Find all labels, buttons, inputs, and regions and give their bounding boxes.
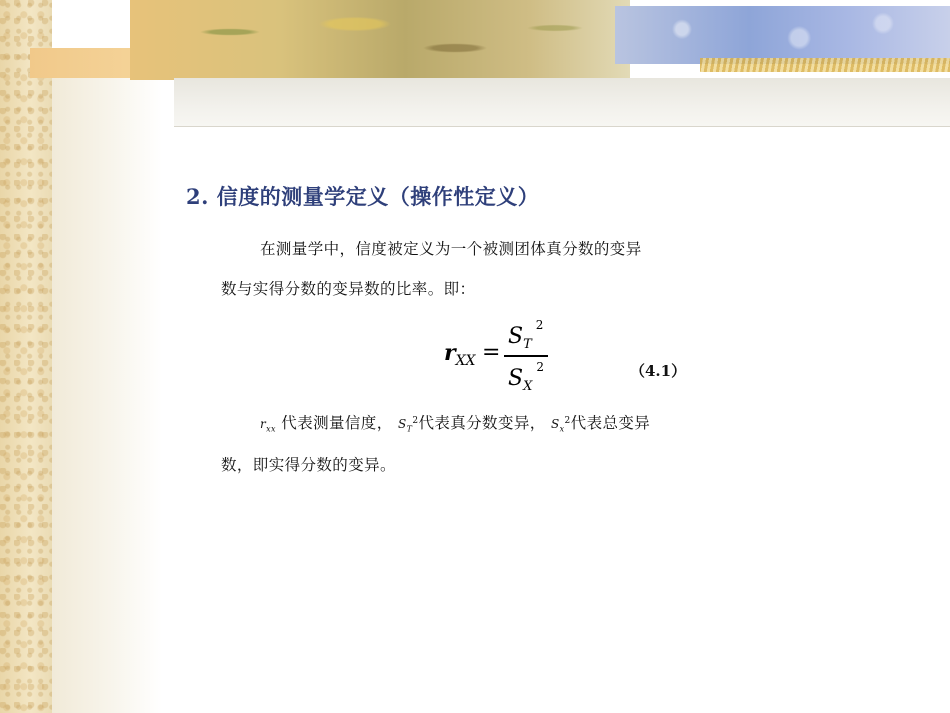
numerator-sup: 2 <box>535 318 544 332</box>
formula-lhs <box>444 340 476 369</box>
numerator-var: S <box>508 324 524 349</box>
formula-equals: = <box>482 340 501 365</box>
numerator-sub: T <box>523 337 532 352</box>
denominator-sub: X <box>523 379 533 394</box>
left-fade-band <box>52 78 162 713</box>
denominator-var: S <box>508 366 524 391</box>
formula-lhs-var: r <box>444 340 456 366</box>
banner-grass-image <box>700 58 950 72</box>
explanation-text-2: 代表真分数变异， <box>418 414 546 432</box>
banner-leaves-image <box>130 0 630 80</box>
symbol-explanation-line-2: 数，即实得分数的变异。 <box>221 456 396 474</box>
symbol-st2-sup: 2 <box>412 416 419 426</box>
decorative-banner <box>30 0 950 80</box>
fraction-bar <box>504 355 548 357</box>
equation-number: （4.1） <box>630 362 687 380</box>
slide-heading: 2. 信度的测量学定义（操作性定义） <box>186 184 540 209</box>
symbol-sx2-sup: 2 <box>564 416 571 426</box>
symbol-st2-sub: T <box>406 424 413 434</box>
symbol-explanation-line-1 <box>221 411 650 433</box>
formula-denominator <box>508 360 544 394</box>
reliability-formula <box>444 318 594 394</box>
symbol-st2-var: S <box>397 417 407 431</box>
explanation-text-3: 代表总变异 <box>570 414 651 432</box>
banner-flowers-image <box>615 6 950 64</box>
parchment-left-strip <box>0 0 52 713</box>
formula-lhs-sub: XX <box>455 353 476 369</box>
definition-line-2: 数与实得分数的变异数的比率。即： <box>221 280 476 298</box>
symbol-rxx-var: r <box>260 417 267 431</box>
definition-line-1: 在测量学中，信度被定义为一个被测团体真分数的变异 <box>260 240 642 258</box>
symbol-rxx-sub: xx <box>266 424 276 434</box>
explanation-text-1: 代表测量信度， <box>281 414 393 432</box>
symbol-sx2-sub: x <box>559 424 565 434</box>
symbol-sx2 <box>550 416 571 434</box>
symbol-rxx <box>260 417 276 434</box>
formula-numerator <box>508 318 543 352</box>
banner-shadow-bar <box>174 78 950 127</box>
symbol-st2 <box>397 416 419 434</box>
denominator-sup: 2 <box>536 360 544 374</box>
symbol-sx2-var: S <box>550 417 560 431</box>
